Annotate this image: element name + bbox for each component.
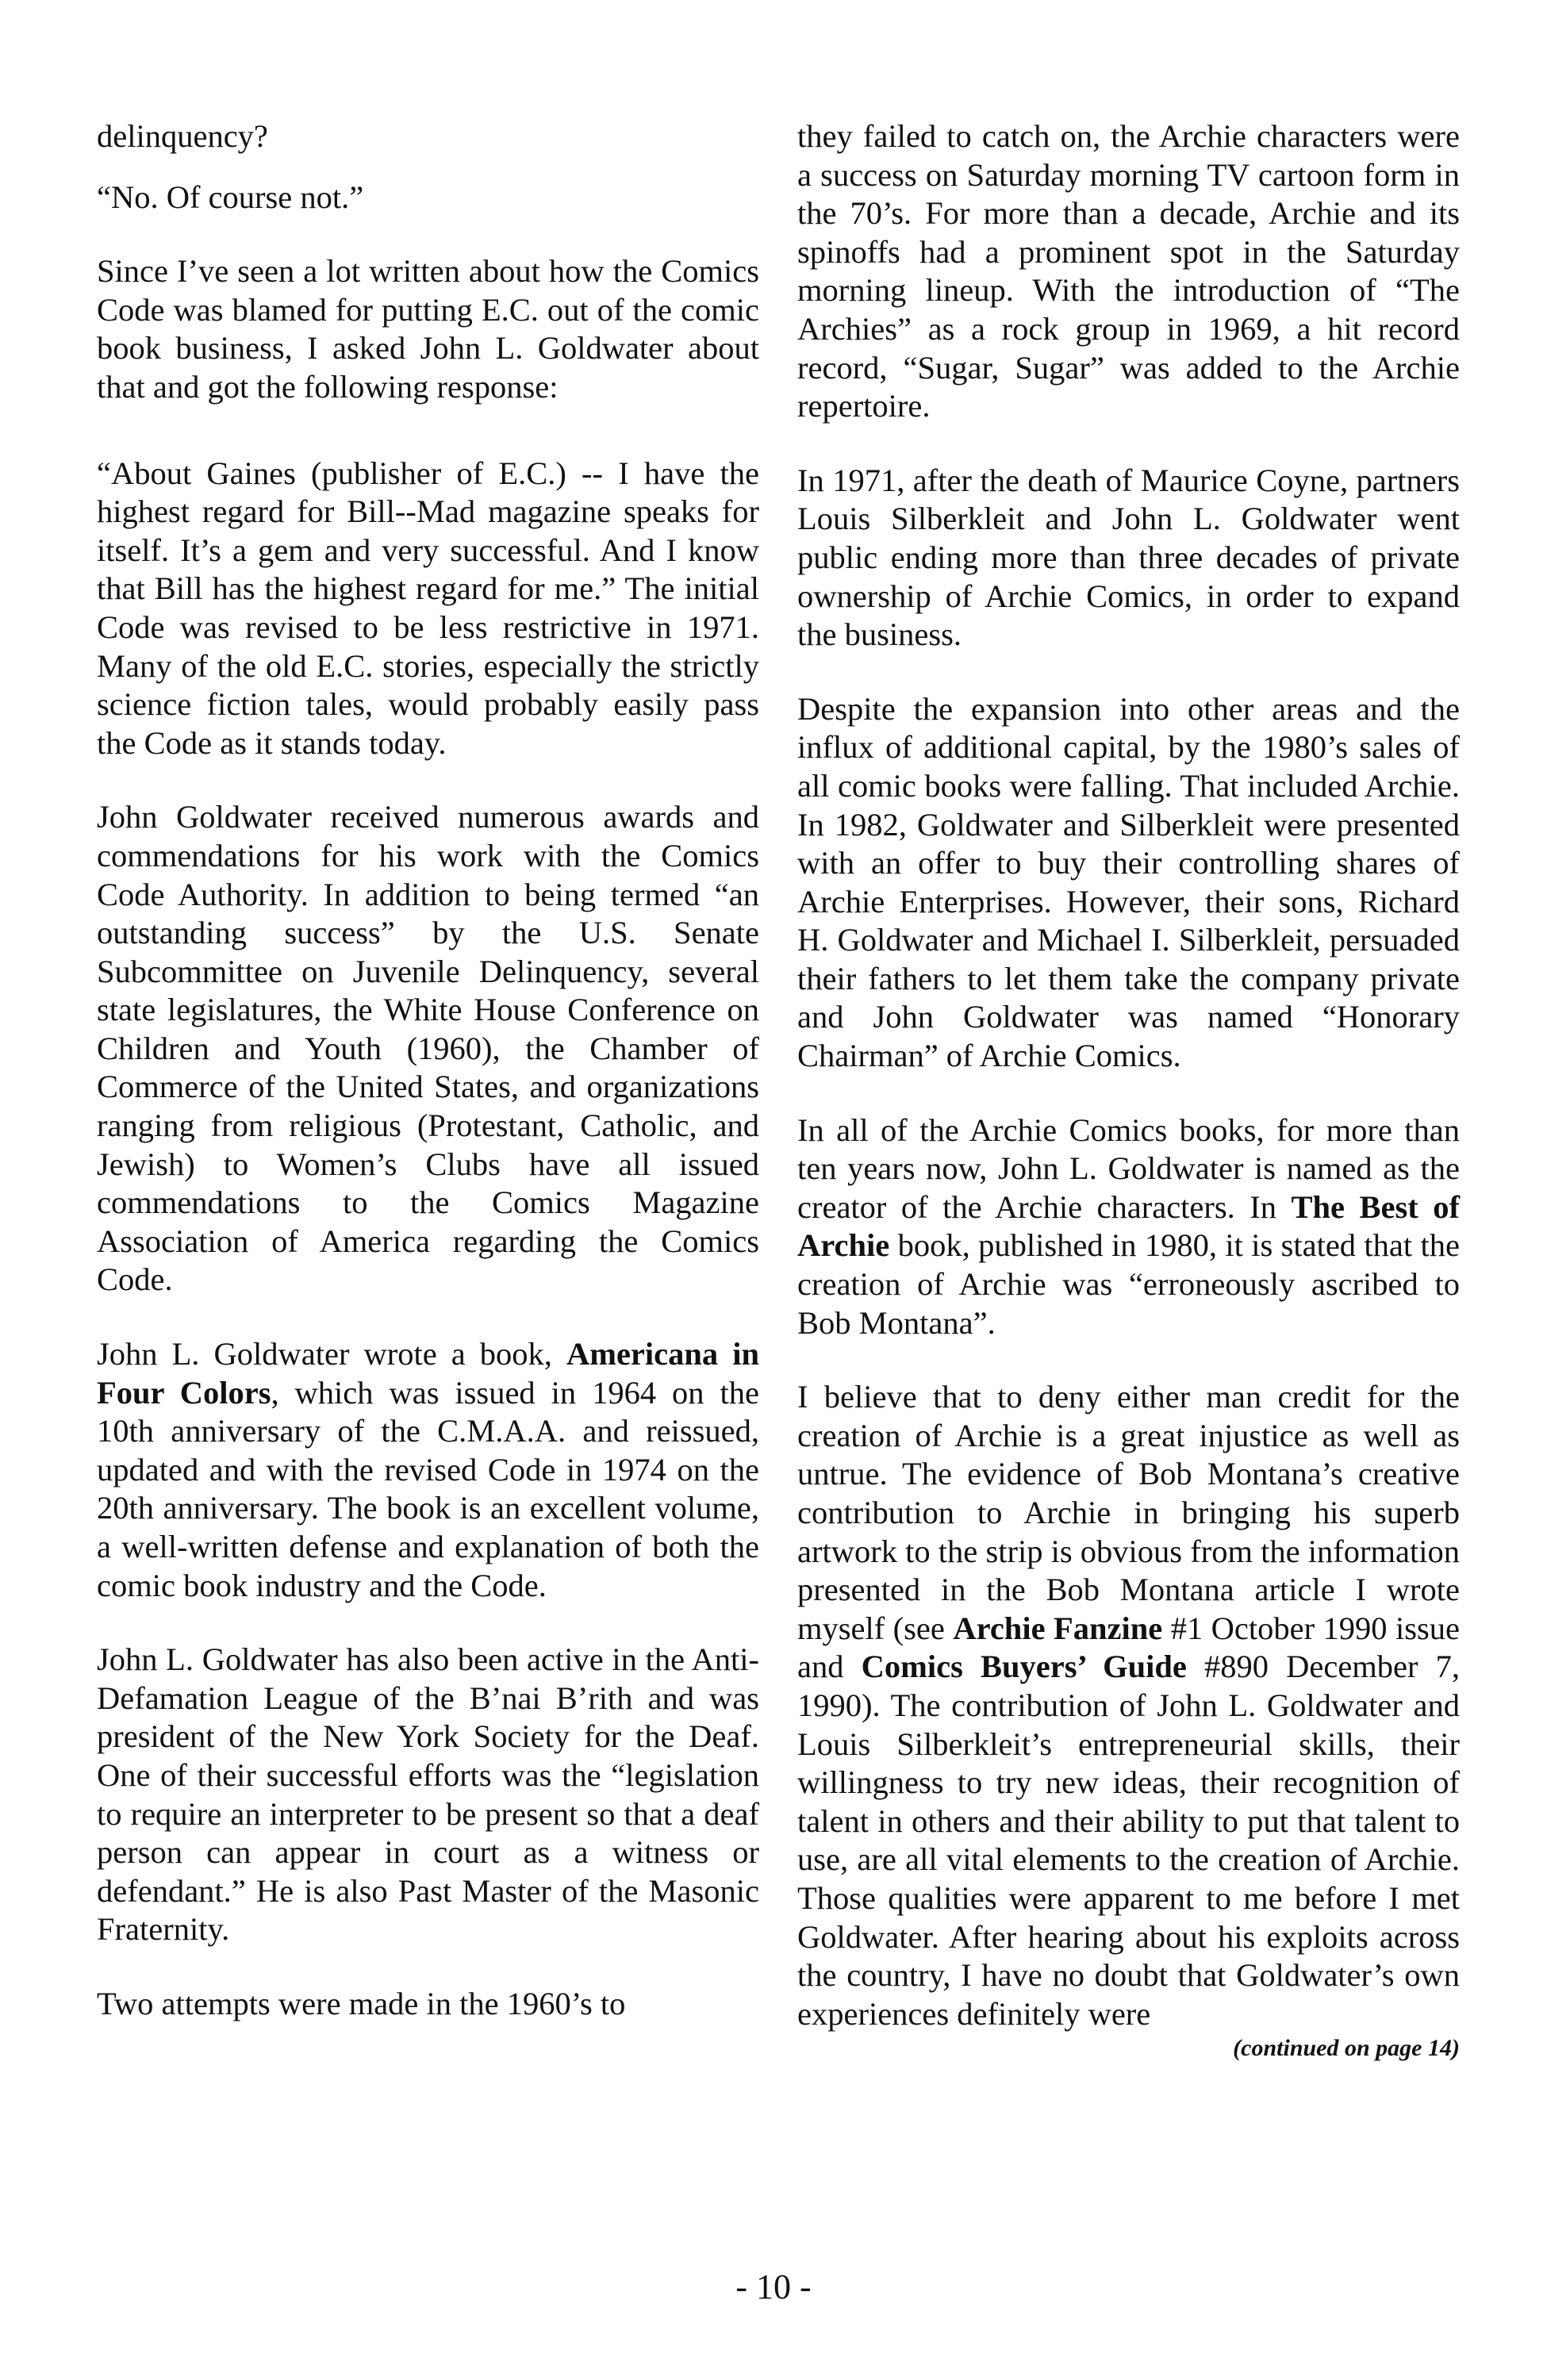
page-number: - 10 - <box>735 2267 812 2306</box>
paragraph-delinquency: delinquency? <box>97 118 268 154</box>
title-archie-fanzine: Archie Fanzine <box>953 1610 1163 1646</box>
paragraph-injustice: I believe that to deny either man credit for the creation of Archie is a great injustice as well as untrue. The evidence of Bob Montana’s creative contribution to Archie in bringing his superb artwork to the strip is obvious from the information presented in the Bob Montana article I wrote myself (see Archie Fanzine #1 October 1990 issue and Comics Buyers’ Guide #890 December 7, 1990). The contribution of John L. Goldwater and Louis Silberkleit’s entrepreneurial skills, their willingness to try new ideas, their recognition of talent in others and their ability to put that talent to use, are all vital elements to the creation of Archie. Those qualities were apparent to me before I met Goldwater. After hearing about his exploits across the country, I have no doubt that Goldwater’s own experiences definitely were <box>797 1379 1461 2032</box>
book-title-americana: Americana in Four Colors <box>97 1336 759 1411</box>
title-comics-buyers-guide: Comics Buyers’ Guide <box>861 1649 1187 1685</box>
paragraph-anti-defamation: John L. Goldwater has also been active in the Anti-Defamation League of the B’nai B’rith and was president of the New York Society for the Deaf. One of their successful efforts was the “legislation to require an interpreter to be present so that a deaf person can appear in court as a witness or defendant.” He is also Past Master of the Masonic Fraternity. <box>97 1641 759 1948</box>
continued-note: (continued on page 14) <box>1233 2035 1460 2062</box>
paragraph-went-public: In 1971, after the death of Maurice Coyne, partners Louis Silberkleit and John L. Goldwater went public ending more than three decades of private ownership of Archie Comics, in order to expand the business. <box>797 462 1460 653</box>
paragraph-creator-credit: In all of the Archie Comics books, for more than ten years now, John L. Goldwater is named as the creator of the Archie characters. In The Best of Archie book, published in 1980, it is stated that the creation of Archie was “erroneously ascribed to Bob Montana”. <box>797 1111 1460 1341</box>
paragraph-sales-falling: Despite the expansion into other areas and the influx of additional capital, by the 1980’s sales of all comic books were falling. That included Archie. In 1982, Goldwater and Silberkleit were presented with an offer to buy their controlling shares of Archie Enterprises. However, their sons, Richard H. Goldwater and Michael I. Silberkleit, persuaded their fathers to let them take the company private and John Goldwater was named “Honorary Chairman” of Archie Comics. <box>797 690 1460 1074</box>
paragraph-saturday-morning: they failed to catch on, the Archie characters were a success on Saturday morning TV cartoon form in the 70’s. For more than a decade, Archie and its spinoffs had a prominent spot in the Saturday morning lineup. With the introduction of “The Archies” as a rock group in 1969, a hit record record, “Sugar, Sugar” was added to the Archie repertoire. <box>797 118 1460 424</box>
paragraph-awards: John Goldwater received numerous awards and commendations for his work with the Comics Code Authority. In addition to being termed “an outstanding success” by the U.S. Senate Subcommittee on Juvenile Delinquency, several state legislatures, the White House Conference on Children and Youth (1960), the Chamber of Commerce of the United States, and organizations ranging from religious (Protestant, Catholic, and Jewish) to Women’s Clubs have all issued commendations to the Comics Magazine Association of America regarding the Comics Code. <box>97 799 759 1298</box>
paragraph-gaines-quote: “About Gaines (publisher of E.C.) -- I have the highest regard for Bill--Mad magazine speaks for itself. It’s a gem and very successful. And I know that Bill has the highest regard for me.” The initial Code was revised to be less restrictive in 1971. Many of the old E.C. stories, especially the strictly science fiction tales, would probably easily pass the Code as it stands today. <box>97 455 759 761</box>
right-column <box>797 117 1460 2062</box>
paragraph-comics-code-question: Since I’ve seen a lot written about how the Comics Code was blamed for putting E.C. out of the comic book business, I asked John L. Goldwater about that and got the following response: <box>97 253 759 405</box>
paragraph-two-attempts: Two attempts were made in the 1960’s to <box>97 1985 626 2021</box>
paragraph-americana-book: John L. Goldwater wrote a book, Americana in Four Colors, which was issued in 1964 on the 10th anniversary of the C.M.A.A. and reissued, updated and with the revised Code in 1974 on the 20th anniversary. The book is an excellent volume, a well-written defense and explanation of both the comic book industry and the Code. <box>97 1336 759 1603</box>
book-title-best-of-archie: The Best of Archie <box>797 1188 1460 1264</box>
left-column <box>97 117 759 2059</box>
paragraph-quote-no: “No. Of course not.” <box>97 178 364 215</box>
